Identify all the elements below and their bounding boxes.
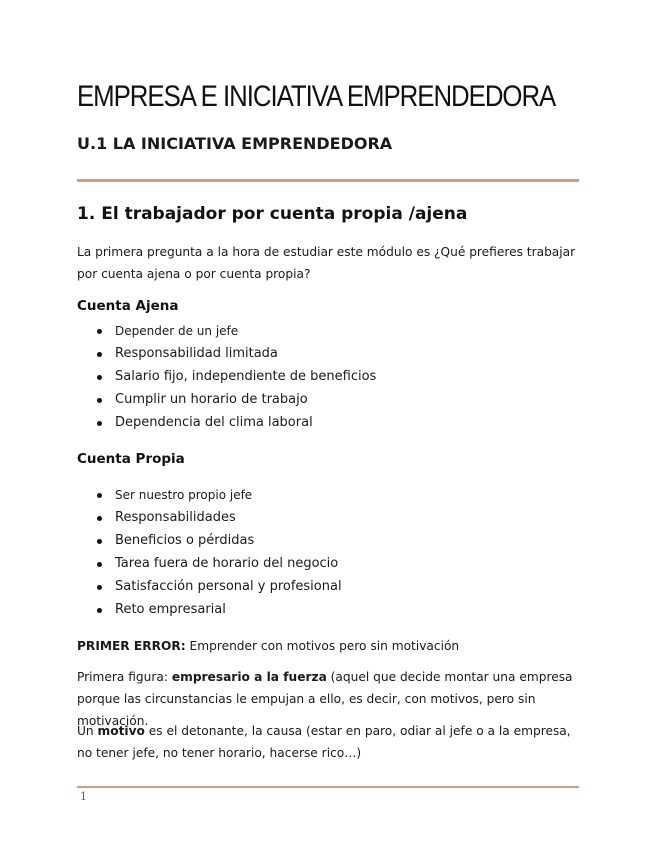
bullet-icon xyxy=(97,585,102,590)
list-item: Depender de un jefe xyxy=(77,321,376,344)
bullet-icon xyxy=(97,421,102,426)
bullet-icon xyxy=(97,352,102,357)
section-heading: 1. El trabajador por cuenta propia /ajena xyxy=(77,204,468,224)
motivo-paragraph: Un motivo es el detonante, la causa (estar en paro, odiar al jefe o a la empresa, no tener jefe, no tener horario, hacerse rico…) xyxy=(77,724,571,760)
list-item: Responsabilidades xyxy=(77,508,342,531)
header-divider xyxy=(77,179,579,182)
bullet-icon xyxy=(97,562,102,567)
list-item: Responsabilidad limitada xyxy=(77,344,376,367)
bullet-icon xyxy=(97,516,102,521)
cuenta-propia-heading: Cuenta Propia xyxy=(77,451,185,467)
list-item: Satisfacción personal y profesional xyxy=(77,577,342,600)
bullet-icon xyxy=(97,375,102,380)
list-item: Salario fijo, independiente de beneficios xyxy=(77,367,376,390)
cuenta-ajena-list xyxy=(77,321,376,436)
intro-paragraph: La primera pregunta a la hora de estudiar este módulo es ¿Qué prefieres trabajar por cuenta ajena o por cuenta propia? xyxy=(77,245,576,281)
footer-divider xyxy=(77,786,579,788)
list-item: Ser nuestro propio jefe xyxy=(77,485,342,508)
list-item: Tarea fuera de horario del negocio xyxy=(77,554,342,577)
bullet-icon xyxy=(97,608,102,613)
unit-subtitle: U.1 LA INICIATIVA EMPRENDEDORA xyxy=(77,134,393,153)
list-item: Dependencia del clima laboral xyxy=(77,413,376,436)
page-number: 1 xyxy=(80,790,87,803)
primer-error-label: PRIMER ERROR: xyxy=(77,639,186,653)
bullet-icon xyxy=(97,398,102,403)
list-item: Cumplir un horario de trabajo xyxy=(77,390,376,413)
list-item: Reto empresarial xyxy=(77,600,342,623)
document-title: EMPRESA E INICIATIVA EMPRENDEDORA xyxy=(77,80,556,113)
primer-error-paragraph: PRIMER ERROR: Emprender con motivos pero sin motivación xyxy=(77,639,460,653)
primera-figura-paragraph: Primera figura: empresario a la fuerza (aquel que decide montar una empresa porque las circunstancias le empujan a ello, es decir, con motivos, pero sin motivación. xyxy=(77,670,573,728)
bullet-icon xyxy=(97,493,102,498)
cuenta-ajena-heading: Cuenta Ajena xyxy=(77,298,179,314)
bullet-icon xyxy=(97,539,102,544)
list-item: Beneficios o pérdidas xyxy=(77,531,342,554)
cuenta-propia-list xyxy=(77,485,342,623)
bullet-icon xyxy=(97,329,102,334)
